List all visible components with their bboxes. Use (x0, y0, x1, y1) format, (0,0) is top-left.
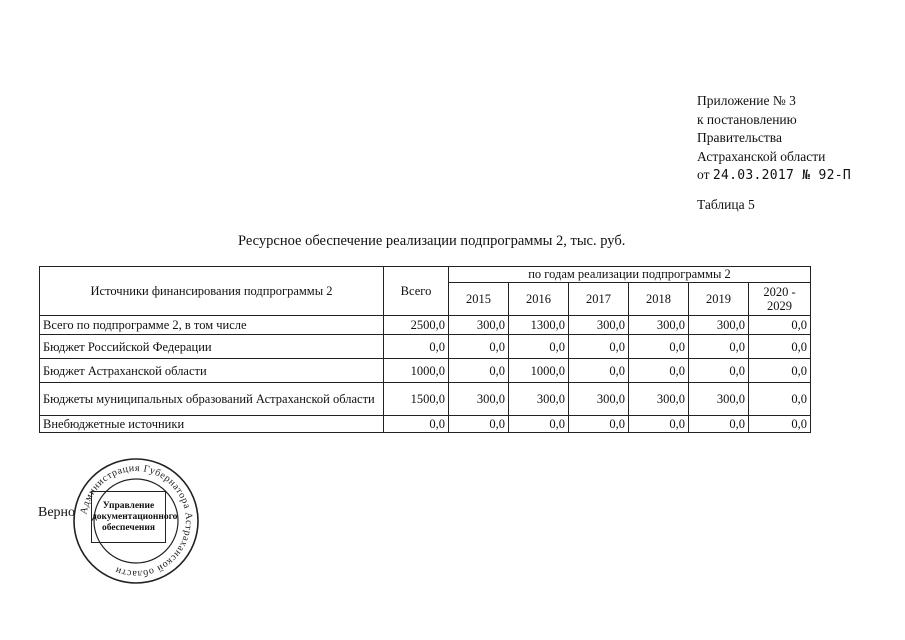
row-value: 0,0 (509, 335, 569, 359)
row-value: 0,0 (629, 416, 689, 433)
header-year: 2015 (449, 282, 509, 315)
row-value: 0,0 (749, 383, 811, 416)
header-year: 2019 (689, 282, 749, 315)
table-row (40, 383, 811, 416)
row-value: 0,0 (689, 416, 749, 433)
funding-table (39, 266, 811, 433)
header-year: 2020 - 2029 (749, 282, 811, 315)
row-value: 0,0 (629, 335, 689, 359)
header-total: Всего (384, 267, 449, 316)
row-total: 1500,0 (384, 383, 449, 416)
seal-ring-text: Администрация Губернатора Астраханской области (78, 462, 195, 580)
row-value: 300,0 (569, 383, 629, 416)
row-total: 0,0 (384, 335, 449, 359)
appendix-date-line (697, 166, 851, 186)
row-total: 2500,0 (384, 316, 449, 335)
row-value: 300,0 (449, 316, 509, 335)
table-row (40, 316, 811, 335)
verno-label: Верно (38, 505, 76, 520)
row-value: 0,0 (749, 335, 811, 359)
row-value: 300,0 (509, 383, 569, 416)
row-value: 0,0 (569, 335, 629, 359)
row-value: 300,0 (629, 316, 689, 335)
row-value: 0,0 (689, 335, 749, 359)
row-total: 0,0 (384, 416, 449, 433)
row-value: 0,0 (749, 316, 811, 335)
row-source: Внебюджетные источники (40, 416, 384, 433)
table-row (40, 335, 811, 359)
appendix-line-4: Астраханской области (697, 148, 826, 164)
date-prefix: от (697, 167, 713, 182)
row-value: 0,0 (449, 335, 509, 359)
row-value: 0,0 (449, 416, 509, 433)
appendix-line-3: Правительства (697, 130, 782, 145)
row-value: 0,0 (629, 359, 689, 383)
row-value: 0,0 (449, 359, 509, 383)
seal-box-line-2: документационного (92, 511, 178, 522)
row-value: 300,0 (449, 383, 509, 416)
row-value: 1000,0 (509, 359, 569, 383)
header-year: 2018 (629, 282, 689, 315)
seal-box-line-1: Управление (102, 500, 155, 511)
row-source: Бюджет Российской Федерации (40, 335, 384, 359)
row-value: 300,0 (629, 383, 689, 416)
row-value: 300,0 (569, 316, 629, 335)
header-year: 2016 (509, 282, 569, 315)
header-year: 2017 (569, 282, 629, 315)
row-value: 0,0 (749, 359, 811, 383)
row-source: Бюджеты муниципальных образований Астраханской области (40, 383, 384, 416)
row-value: 1300,0 (509, 316, 569, 335)
row-value: 0,0 (509, 416, 569, 433)
row-value: 300,0 (689, 383, 749, 416)
seal-box-line-3: обеспечения (101, 522, 156, 533)
date-stamp: 24.03.2017 № 92-П (712, 168, 852, 183)
appendix-line-1: Приложение № 3 (697, 93, 796, 108)
document-title: Ресурсное обеспечение реализации подпрограммы 2, тыс. руб. (238, 233, 626, 249)
appendix-line-2: к постановлению (697, 111, 797, 127)
row-total: 1000,0 (384, 359, 449, 383)
header-sources: Источники финансирования подпрограммы 2 (40, 267, 384, 316)
row-source: Всего по подпрограмме 2, в том числе (40, 316, 384, 335)
table-row (40, 359, 811, 383)
row-value: 0,0 (569, 359, 629, 383)
appendix-header (697, 92, 851, 186)
row-value: 0,0 (689, 359, 749, 383)
header-by-years: по годам реализации подпрограммы 2 (449, 267, 811, 283)
row-value: 300,0 (689, 316, 749, 335)
seal-inner-box (91, 491, 178, 543)
row-value: 0,0 (569, 416, 629, 433)
table-row (40, 416, 811, 433)
row-source: Бюджет Астраханской области (40, 359, 384, 383)
row-value: 0,0 (749, 416, 811, 433)
table-number: Таблица 5 (697, 197, 755, 212)
